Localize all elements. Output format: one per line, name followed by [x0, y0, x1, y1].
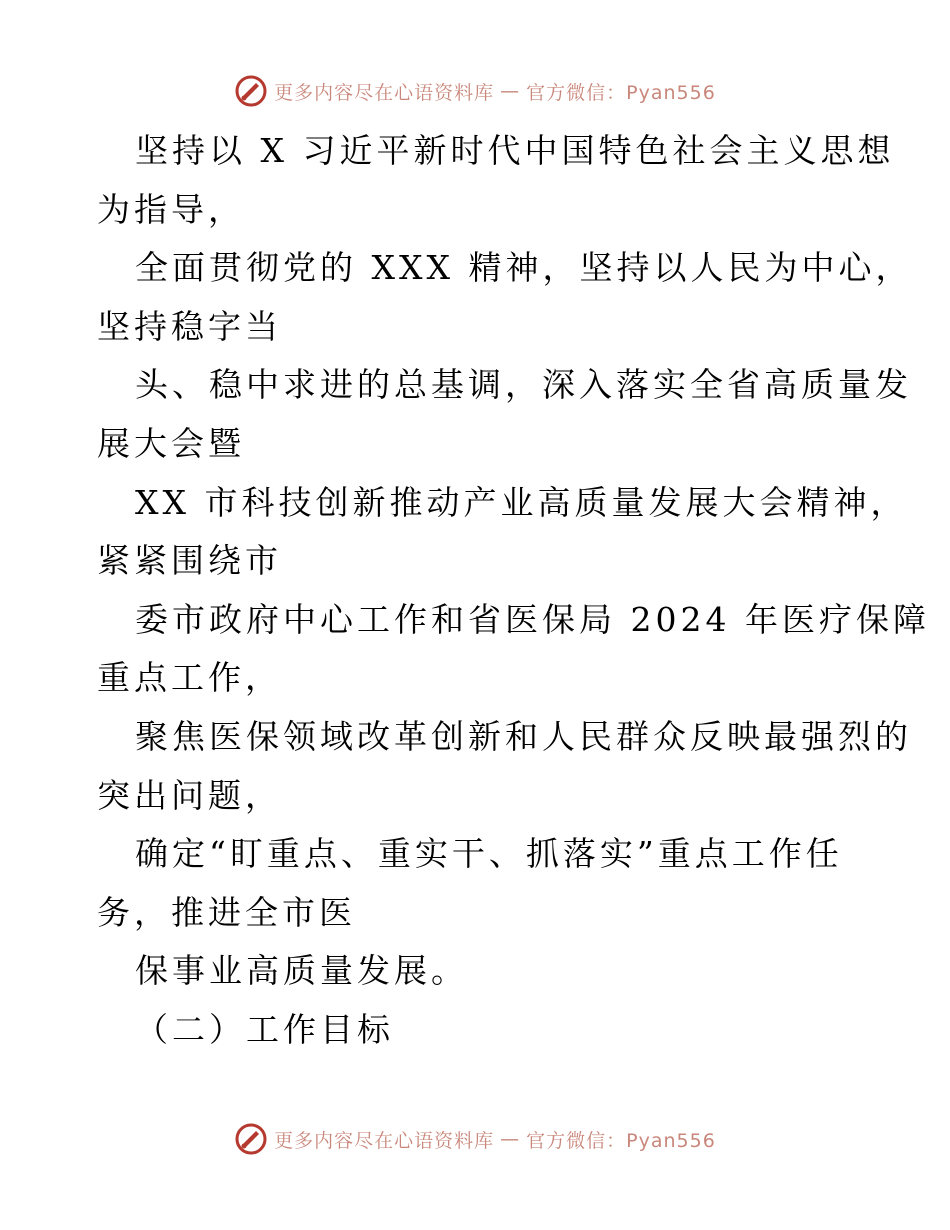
document-line: 务，推进全市医: [97, 892, 356, 932]
brush-circle-logo-icon: [234, 74, 268, 108]
document-line: 突出问题，: [97, 775, 282, 815]
brush-circle-logo-icon: [234, 1122, 268, 1156]
watermark-wechat: 官方微信：Pyan556: [526, 1129, 716, 1152]
document-line: 委市政府中心工作和省医保局 2024 年医疗保障: [135, 599, 930, 639]
document-line: 保事业高质量发展。: [135, 951, 468, 991]
document-line: 重点工作，: [97, 658, 282, 698]
document-line: 确定“盯重点、重实干、抓落实”重点工作任: [135, 834, 843, 874]
watermark-separator: —: [500, 80, 521, 102]
watermark-separator: —: [500, 1128, 521, 1150]
document-line: 坚持以 X 习近平新时代中国特色社会主义思想: [135, 131, 895, 170]
document-line: 为指导，: [97, 189, 245, 229]
document-line: 坚持稳字当: [97, 306, 282, 346]
document-line: 紧紧围绕市: [97, 541, 282, 581]
section-heading: （二）工作目标: [135, 1009, 394, 1049]
document-line: 聚焦医保领域改革创新和人民群众反映最强烈的: [135, 716, 912, 756]
watermark-text: 更多内容尽在心语资料库: [274, 81, 495, 104]
document-line: XX 市科技创新推动产业高质量发展大会精神，: [135, 482, 908, 522]
watermark-header: [0, 74, 950, 108]
document-line: 头、稳中求进的总基调，深入落实全省高质量发: [135, 365, 912, 405]
document-line: 展大会暨: [97, 423, 245, 463]
watermark-wechat: 官方微信：Pyan556: [526, 81, 716, 104]
document-line: 全面贯彻党的 XXX 精神，坚持以人民为中心，: [135, 248, 913, 288]
watermark-footer: [0, 1122, 950, 1156]
document-body: [97, 122, 930, 1060]
watermark-text: 更多内容尽在心语资料库: [274, 1129, 495, 1152]
